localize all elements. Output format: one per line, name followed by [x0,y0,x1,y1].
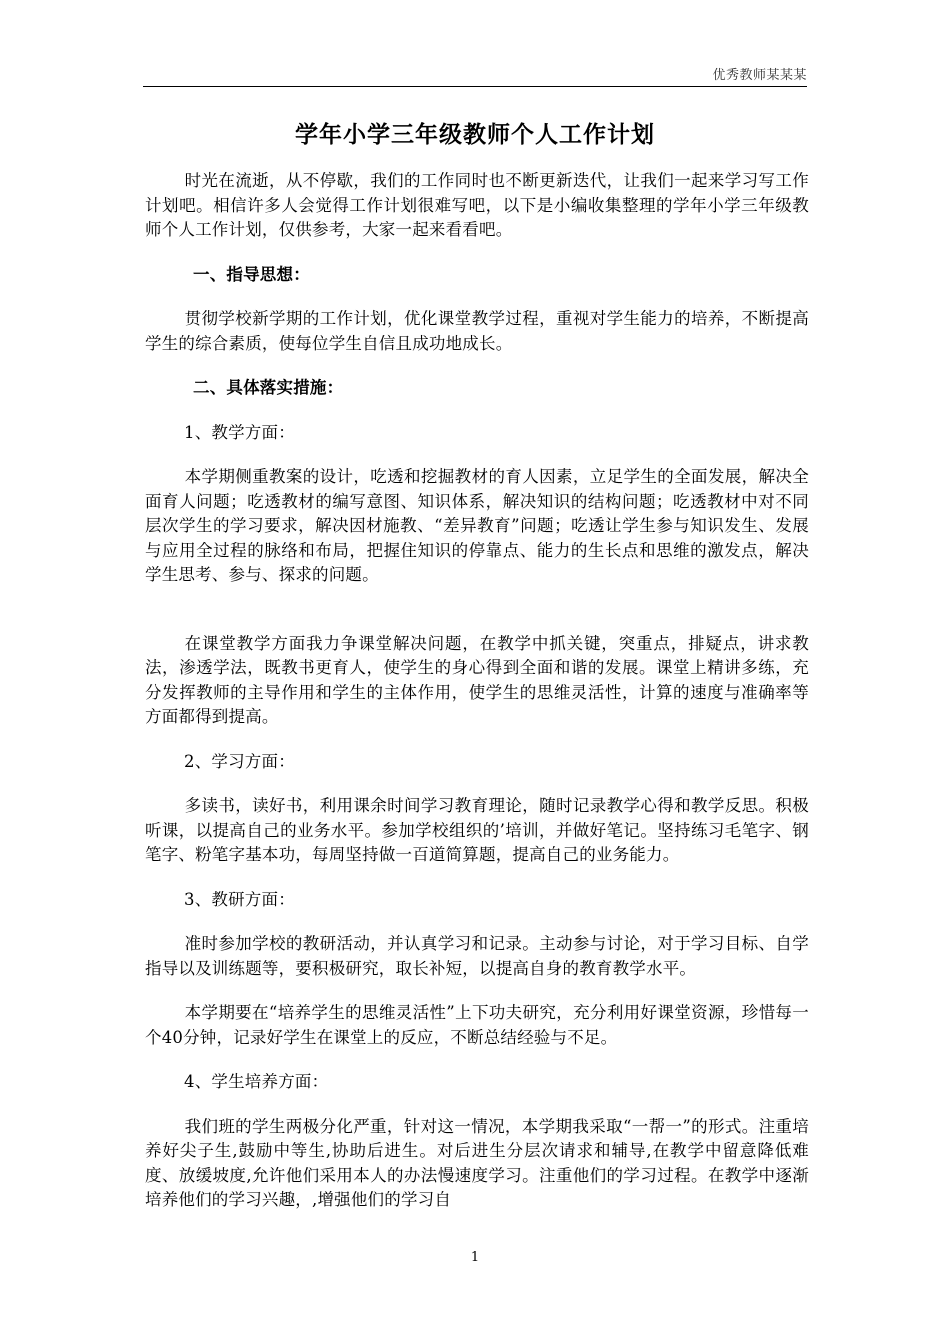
header-divider [143,86,807,87]
teaching-paragraph-1: 本学期侧重教案的设计，吃透和挖掘教材的育人因素，立足学生的全面发展，解决全面育人问题；吃透教材的编写意图、知识体系，解决知识的结构问题；吃透教材中对不同层次学生的学习要求，解决因材施教、“差异教育”问题；吃透让学生参与知识发生、发展与应用全过程的脉络和布局，把握住知识的停靠点、能力的生长点和思维的激发点，解决学生思考、参与、探求的问题。 [145,467,809,584]
document-body [145,169,809,1233]
page-number: 1 [470,1250,480,1265]
research-paragraph-1: 准时参加学校的教研活动，并认真学习和记录。主动参与讨论，对于学习目标、自学指导以及训练题等，要积极研究，取长补短，以提高自身的教育教学水平。 [145,934,809,978]
teaching-paragraph-2: 在课堂教学方面我力争课堂解决问题，在教学中抓关键，突重点，排疑点，讲求教法，渗透学法，既教书更育人，使学生的身心得到全面和谐的发展。课堂上精讲多练，充分发挥教师的主导作用和学生的主体作用，使学生的思维灵活性，计算的速度与准确率等方面都得到提高。 [145,633,809,726]
header-author: 优秀教师某某某 [712,68,807,83]
subheading-student-cultivation: 4、学生培养方面： [184,1072,329,1091]
document-title: 学年小学三年级教师个人工作计划 [295,121,655,148]
guiding-ideology-paragraph: 贯彻学校新学期的工作计划，优化课堂教学过程，重视对学生能力的培养，不断提高学生的综合素质，使每位学生自信且成功地成长。 [145,309,809,353]
subheading-learning: 2、学习方面： [184,751,295,771]
subheading-teaching: 1、教学方面： [184,422,295,442]
intro-paragraph: 时光在流逝，从不停歇，我们的工作同时也不断更新迭代，让我们一起来学习写工作计划吧。相信许多人会觉得工作计划很难写吧，以下是小编收集整理的学年小学三年级教师个人工作计划，仅供参考，大家一起来看看吧。 [145,171,809,239]
student-cultivation-paragraph: 我们班的学生两极分化严重，针对这一情况，本学期我采取“一帮一”的形式。注重培养好尖子生,鼓励中等生,协助后进生。对后进生分层次请求和辅导,在教学中留意降低难度、放缓坡度,允许他们采用本人的办法慢速度学习。注重他们的学习过程。在教学中逐渐培养他们的学习兴趣，,增强他们的学习自 [145,1116,809,1209]
learning-paragraph: 多读书，读好书，利用课余时间学习教育理论，随时记录教学心得和教学反思。积极听课，以提高自己的业务水平。参加学校组织的’培训，并做好笔记。坚持练习毛笔字、钢笔字、粉笔字基本功，每周坚持做一百道简算题，提高自己的业务能力。 [145,796,809,864]
subheading-research: 3、教研方面： [184,889,295,909]
research-paragraph-2: 本学期要在“培养学生的思维灵活性”上下功夫研究，充分利用好课堂资源，珍惜每一个40分钟，记录好学生在课堂上的反应，不断总结经验与不足。 [145,1003,809,1047]
section-heading-guiding-ideology: 一、指导思想： [193,264,310,284]
section-heading-measures: 二、具体落实措施： [193,378,344,397]
